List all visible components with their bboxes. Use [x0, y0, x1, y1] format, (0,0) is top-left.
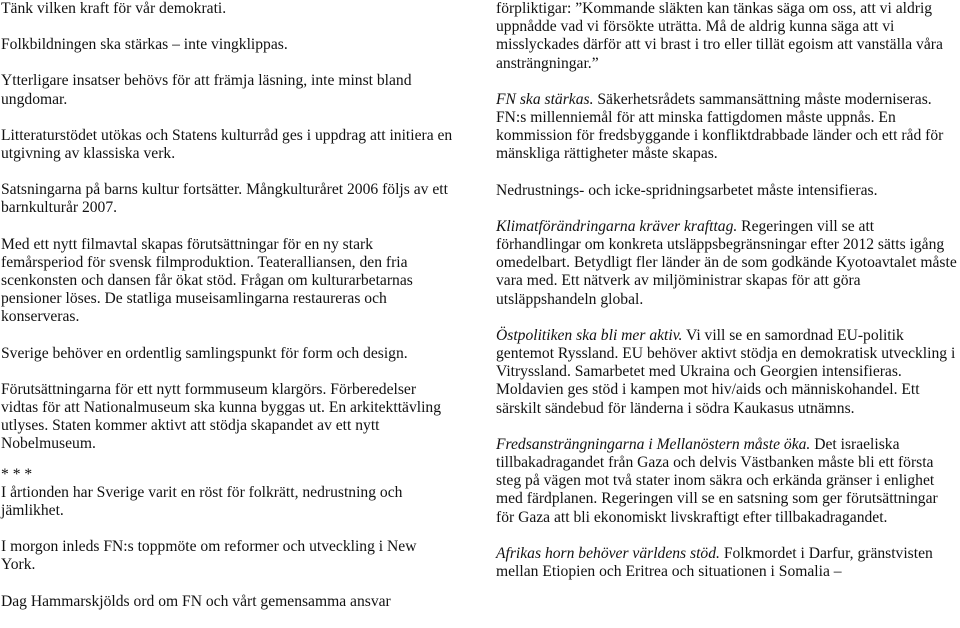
body-horn-of-africa: Folkmordet i Darfur, gränstvisten mellan Etiopien och Eritrea och situationen i Somalia –	[496, 544, 933, 581]
paragraph-middle-east	[496, 436, 959, 527]
paragraph-childrens-culture: Satsningarna på barns kultur fortsätter. Mångkulturåret 2006 följs av ett barnkulturår 2007.	[1, 181, 448, 217]
paragraph-quote: förpliktigar: ”Kommande släkten kan tänkas säga om oss, att vi aldrig uppnådde vad vi försökte uträtta. Må de aldrig kunna säga att vi misslyckades därför att vi brast i tro eller tillät egoism att vanställa våra ansträngningar.”	[496, 0, 943, 72]
body-climate: Regeringen vill se att förhandlingar om konkreta utsläppsbegränsningar efter 2012 sätts igång omedelbart. Betydligt fler länder än de som godkände Kyotoavtalet måste vara med. Ett nätverk av miljöministrar skapas för att göra utsläppshandeln global.	[496, 217, 957, 308]
paragraph-east-policy	[496, 327, 959, 418]
subheading-climate: Klimatförändringarna kräver krafttag.	[496, 217, 738, 235]
subheading-middle-east: Fredsansträngningarna i Mellanöstern måste öka.	[496, 435, 811, 453]
paragraph-horn-of-africa	[496, 545, 959, 581]
paragraph-un-strengthen	[496, 91, 959, 164]
subheading-horn-of-africa: Afrikas horn behöver världens stöd.	[496, 544, 720, 562]
section-divider-stars: * * *	[1, 465, 33, 483]
paragraph-disarmament: Nedrustnings- och icke-spridningsarbetet måste intensifieras.	[496, 181, 878, 199]
subheading-un: FN ska stärkas.	[496, 90, 594, 108]
paragraph-design: Sverige behöver en ordentlig samlingspunkt för form och design.	[1, 344, 408, 362]
subheading-east-policy: Östpolitiken ska bli mer aktiv.	[496, 326, 683, 344]
paragraph-museum: Förutsättningarna för ett nytt formmuseum klargörs. Förberedelser vidtas för att Nationalmuseum ska kunna byggas ut. En arkitekttävling utlyses. Staten kommer aktivt att stödja skapandet av ett nytt Nobelmuseum.	[1, 380, 441, 453]
body-east-policy: Vi vill se en samordnad EU-politik gentemot Ryssland. EU behöver aktivt stödja en demokratisk utveckling i Vitryssland. Samarbetet med Ukraina och Georgien intensifieras. Moldavien ges stöd i kampen mot hiv/aids och människohandel. Ett särskilt sändebud för länderna i södra Kaukasus utnämns.	[496, 326, 956, 417]
paragraph-folkbildning: Folkbildningen ska stärkas – inte vingklippas.	[1, 36, 288, 54]
paragraph-democracy: Tänk vilken kraft för vår demokrati.	[1, 0, 227, 17]
paragraph-hammarskjold: Dag Hammarskjölds ord om FN och vårt gemensamma ansvar	[1, 592, 391, 610]
paragraph-un-summit: I morgon inleds FN:s toppmöte om reformer och utveckling i New York.	[1, 538, 417, 574]
paragraph-reading: Ytterligare insatser behövs för att främja läsning, inte minst bland ungdomar.	[1, 72, 412, 108]
left-text-column	[1, 0, 453, 611]
paragraph-climate	[496, 218, 959, 309]
paragraph-film-agreement: Med ett nytt filmavtal skapas förutsättningar för en ny stark femårsperiod för svensk filmproduktion. Teateralliansen, den fria scenkonsten och dansen får ökat stöd. Frågan om kulturarbetarnas pensioner löses. De statliga museisamlingarna restaureras och konserveras.	[1, 235, 413, 326]
paragraph-sweden-voice: I årtionden har Sverige varit en röst för folkrätt, nedrustning och jämlikhet.	[1, 483, 403, 520]
paragraph-literature-support: Litteraturstödet utökas och Statens kulturråd ges i uppdrag att initiera en utgivning av klassiska verk.	[1, 126, 453, 163]
body-un: Säkerhetsrådets sammansättning måste moderniseras. FN:s millenniemål för att minska fattigdomen måste uppnås. En kommission för fredsbyggande i konfliktdrabbade länder och ett råd för mänskliga rättigheter måste skapas.	[496, 90, 944, 163]
body-middle-east: Det israeliska tillbakadragandet från Gaza och delvis Västbanken måste bli ett första steg på vägen mot två stater inom säkra och erkända gränser i enlighet med färdplanen. Regeringen vill se en satsning som ger förutsättningar för Gaza att bli ekonomiskt livskraftigt efter tillbakadragandet.	[496, 435, 938, 526]
right-text-column	[496, 0, 959, 581]
